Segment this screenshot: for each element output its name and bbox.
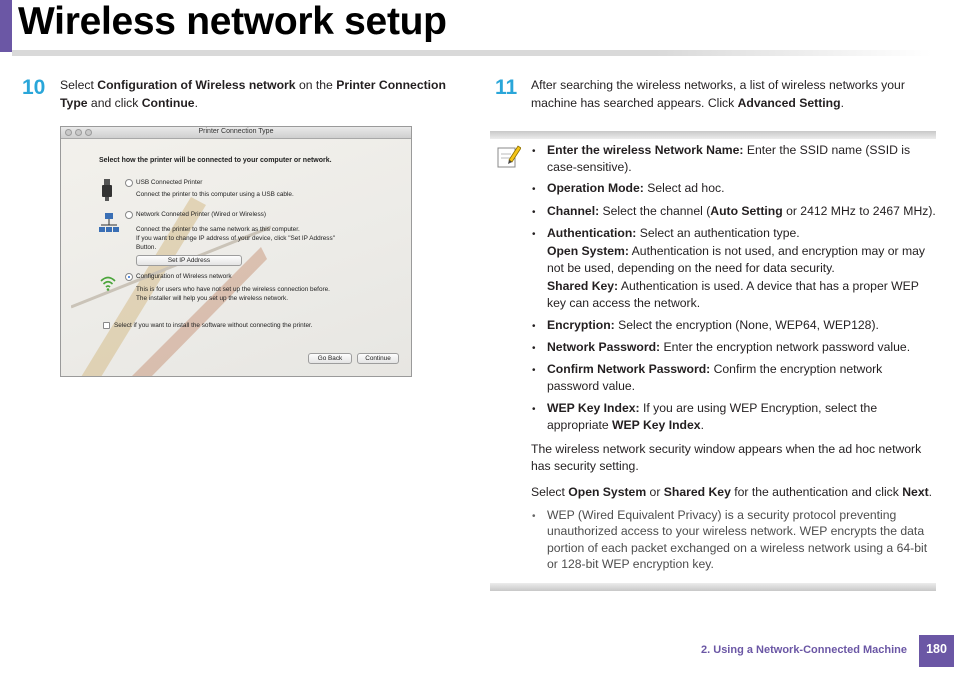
note-open-system: Open System: Authentication is not used, and encryption may or may not be used, depending on the need for data security. (547, 244, 926, 275)
step-10-instruction: Select Configuration of Wireless network on the Printer Connection Type and click Continue. (60, 78, 446, 110)
printer-connection-dialog (60, 126, 412, 377)
wireless-option-label: Configuration of Wireless network (136, 273, 232, 280)
continue-button[interactable]: Continue (357, 353, 399, 364)
note-shared-key: Shared Key: Authentication is used. A device that has a proper WEP key can access the network. (547, 279, 919, 310)
bullet-icon: • (532, 321, 536, 332)
footer-chapter-title: 2. Using a Network-Connected Machine (701, 644, 907, 656)
install-without-printer-checkbox[interactable] (103, 322, 110, 329)
wireless-config-radio[interactable] (125, 273, 133, 281)
network-icon (99, 213, 119, 237)
step-11-instruction: After searching the wireless networks, a list of wireless networks your machine has searched appears. Click Advanced Setting. (531, 78, 905, 110)
note-item-operation-mode: Operation Mode: Select ad hoc. (547, 181, 725, 195)
note-top-border (490, 131, 936, 139)
title-divider (12, 50, 932, 56)
note-bottom-border (490, 583, 936, 591)
note-pencil-icon (497, 143, 521, 169)
usb-option-description: Connect the printer to this computer using a USB cable. (136, 191, 294, 198)
note-item-confirm-password: Confirm Network Password: Confirm the encryption network password value. (547, 362, 883, 393)
step-number-11: 11 (495, 76, 518, 99)
go-back-button[interactable]: Go Back (308, 353, 352, 364)
note-item-network-name: Enter the wireless Network Name: Enter the SSID name (SSID is case-sensitive). (547, 143, 911, 174)
page-title: Wireless network setup (18, 0, 447, 43)
network-option-label: Network Conneted Printer (Wired or Wireless) (136, 211, 266, 218)
bullet-icon: • (532, 404, 536, 415)
dialog-titlebar (61, 127, 411, 139)
network-option-description-2: If you want to change IP address of your device, click "Set IP Address" (136, 235, 335, 242)
usb-connected-radio[interactable] (125, 179, 133, 187)
dialog-title: Printer Connection Type (198, 128, 274, 135)
note-item-encryption: Encryption: Select the encryption (None, WEP64, WEP128). (547, 318, 879, 332)
note-select-auth-paragraph: Select Open System or Shared Key for the authentication and click Next. (531, 485, 933, 499)
bullet-icon: • (532, 365, 536, 376)
dialog-heading: Select how the printer will be connected to your computer or network. (99, 157, 332, 164)
set-ip-address-button[interactable]: Set IP Address (136, 255, 242, 266)
bullet-icon: • (532, 184, 536, 195)
note-item-channel: Channel: Select the channel (Auto Setting or 2412 MHz to 2467 MHz). (547, 204, 936, 218)
bullet-icon: • (532, 511, 536, 522)
usb-option-label: USB Connected Printer (136, 179, 203, 186)
note-item-authentication: Authentication: Select an authentication type. (547, 226, 800, 240)
step-number-10: 10 (22, 76, 46, 99)
bullet-icon: • (532, 343, 536, 354)
bullet-icon: • (532, 207, 536, 218)
install-without-printer-label: Select if you want to install the software without connecting the printer. (114, 322, 313, 329)
wireless-signal-icon (99, 274, 117, 292)
wireless-option-description-2: The installer will help you set up the wireless network. (136, 295, 289, 302)
bullet-icon: • (532, 146, 536, 157)
note-item-wep-key-index: WEP Key Index: If you are using WEP Encryption, select the appropriate WEP Key Index. (547, 401, 878, 432)
note-item-network-password: Network Password: Enter the encryption network password value. (547, 340, 911, 354)
network-connected-radio[interactable] (125, 211, 133, 219)
network-option-description-3: Button. (136, 244, 157, 251)
page-number: 180 (919, 635, 954, 667)
note-wep-description: WEP (Wired Equivalent Privacy) is a security protocol preventing unauthorized access to your wireless network. WEP encrypts the data portion of each packet exchanged on a wireless network using a 64-bit or 128-bit WEP encryption key. (547, 508, 928, 572)
wireless-option-description-1: This is for users who have not set up the wireless connection before. (136, 286, 330, 293)
bullet-icon: • (532, 229, 536, 240)
network-option-description-1: Connect the printer to the same network as this computer. (136, 226, 300, 233)
usb-plug-icon (101, 179, 113, 201)
title-accent-bar (0, 0, 12, 52)
note-security-window-paragraph: The wireless network security window appears when the ad hoc network has security setting. (531, 442, 922, 473)
